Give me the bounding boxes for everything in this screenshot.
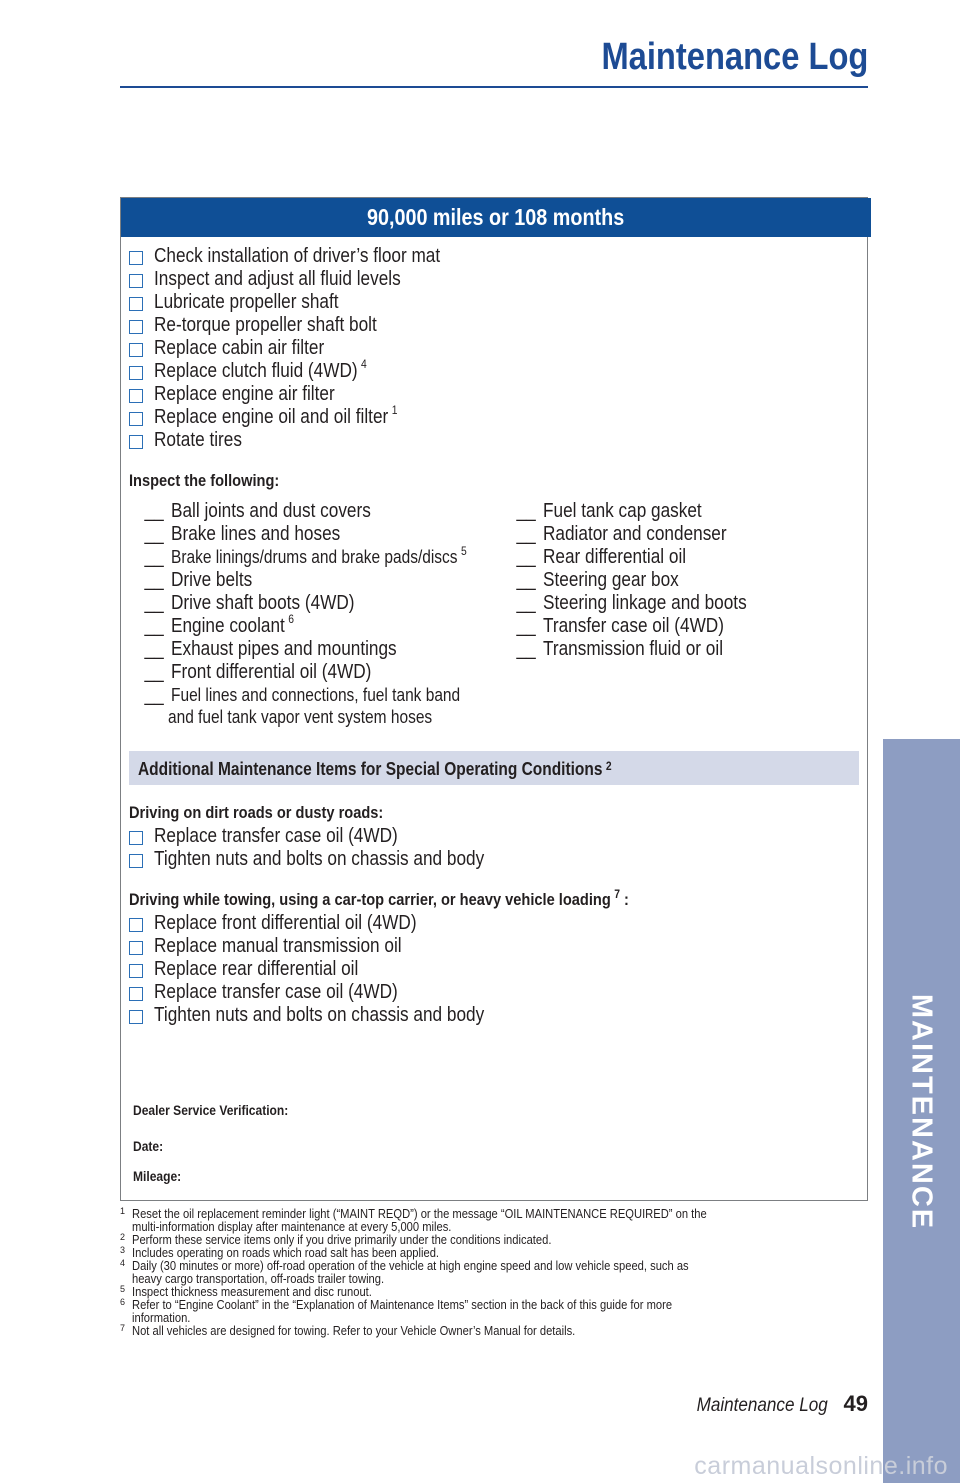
inspect-item: __ Transmission fluid or oil <box>516 638 724 660</box>
service-item[interactable]: Tighten nuts and bolts on chassis and body <box>129 1004 538 1027</box>
inspect-item: __ Drive belts <box>144 569 253 591</box>
page-title: Maintenance Log <box>601 36 868 78</box>
footnote: 7 Not all vehicles are designed for towing. Refer to your Vehicle Owner’s Manual for details. <box>120 1323 576 1338</box>
inspect-item: __ Brake linings/drums and brake pads/discs $^5$ <box>144 544 467 568</box>
special-conditions-band: Additional Maintenance Items for Special Operating Conditions $^2$ <box>129 751 859 785</box>
inspect-item: __ Exhaust pipes and mountings <box>144 638 397 660</box>
towing-checklist <box>129 912 538 1027</box>
inspect-item: __ Steering gear box <box>516 569 680 591</box>
checkbox-icon[interactable] <box>129 412 143 426</box>
service-item[interactable]: Inspect and adjust all fluid levels <box>129 268 487 291</box>
checkbox-icon[interactable] <box>129 964 143 978</box>
inspect-item: __ Steering linkage and boots <box>516 592 747 614</box>
footnote: multi-information display after maintenance at every 5,000 miles. <box>132 1219 452 1234</box>
footnote: 4 Daily (30 minutes or more) off-road operation of the vehicle at high engine speed and low vehicle speed, such as <box>120 1258 689 1273</box>
inspect-list-left <box>143 500 515 707</box>
inspect-item: __ Drive shaft boots (4WD) <box>144 592 355 614</box>
watermark: carmanualsonline.info <box>694 1452 948 1480</box>
footnote: 1 Reset the oil replacement reminder light (“MAINT REQD”) or the message “OIL MAINTENANCE REQUIRED” on the <box>120 1206 707 1221</box>
dirt-roads-checklist <box>129 825 538 871</box>
page-footer <box>682 1391 868 1417</box>
footnote-ref: 2 <box>605 759 612 773</box>
service-checklist <box>129 245 487 452</box>
inspect-item: __ Ball joints and dust covers <box>144 500 372 522</box>
service-item[interactable]: Replace cabin air filter <box>129 337 487 360</box>
interval-header-text: 90,000 miles or 108 months <box>367 204 625 230</box>
inspect-item: __ Fuel tank cap gasket <box>516 500 702 522</box>
inspect-item: __ Brake lines and hoses <box>144 523 341 545</box>
title-divider <box>120 86 868 88</box>
checkbox-icon[interactable] <box>129 366 143 380</box>
date-label: Date: <box>133 1138 164 1154</box>
checkbox-icon[interactable] <box>129 987 143 1001</box>
checkbox-icon[interactable] <box>129 297 143 311</box>
page-number: 49 <box>843 1391 868 1416</box>
inspect-item: __ Engine coolant $^6$ <box>144 612 295 637</box>
checkbox-icon[interactable] <box>129 320 143 334</box>
interval-header <box>121 198 871 237</box>
service-item[interactable]: Replace front differential oil (4WD) <box>129 912 538 935</box>
footnote: 5 Inspect thickness measurement and disc runout. <box>120 1284 372 1299</box>
checkbox-icon[interactable] <box>129 1010 143 1024</box>
footnote-ref: 1 <box>391 403 398 417</box>
checkbox-icon[interactable] <box>129 831 143 845</box>
checkbox-icon[interactable] <box>129 274 143 288</box>
checkbox-icon[interactable] <box>129 854 143 868</box>
service-item[interactable]: Re-torque propeller shaft bolt <box>129 314 487 337</box>
service-item[interactable]: Tighten nuts and bolts on chassis and body <box>129 848 538 871</box>
inspect-item-continuation: and fuel tank vapor vent system hoses <box>168 707 433 727</box>
checkbox-icon[interactable] <box>129 941 143 955</box>
checkbox-icon[interactable] <box>129 435 143 449</box>
inspect-item: __ Rear differential oil <box>516 546 687 568</box>
checkbox-icon[interactable] <box>129 251 143 265</box>
towing-heading: Driving while towing, using a car-top carrier, or heavy vehicle loading $^7$ : <box>129 887 629 909</box>
mileage-label: Mileage: <box>133 1168 182 1184</box>
footnote: information. <box>132 1310 191 1325</box>
checkbox-icon[interactable] <box>129 389 143 403</box>
dealer-verification-label: Dealer Service Verification: <box>133 1102 289 1118</box>
inspect-heading: Inspect the following: <box>129 471 280 490</box>
footnote: 2 Perform these service items only if you drive primarily under the conditions indicated. <box>120 1232 552 1247</box>
inspect-list-right <box>515 500 780 661</box>
service-item[interactable]: Replace transfer case oil (4WD) <box>129 825 538 848</box>
checkbox-icon[interactable] <box>129 918 143 932</box>
service-item[interactable]: Lubricate propeller shaft <box>129 291 487 314</box>
footnote: heavy cargo transportation, off-roads trailer towing. <box>132 1271 385 1286</box>
inspect-item: __ Transfer case oil (4WD) <box>516 615 725 637</box>
service-item[interactable]: Replace transfer case oil (4WD) <box>129 981 538 1004</box>
service-item[interactable]: Replace clutch fluid (4WD) $^4$ <box>129 360 487 383</box>
maintenance-log-box <box>120 197 868 1201</box>
footnotes <box>120 1207 865 1337</box>
inspect-item: __ Fuel lines and connections, fuel tank band <box>144 684 461 706</box>
footnote-ref: 5 <box>461 544 467 558</box>
footnote-ref: 7 <box>614 887 620 901</box>
service-item[interactable]: Replace rear differential oil <box>129 958 538 981</box>
service-item[interactable]: Check installation of driver’s floor mat <box>129 245 487 268</box>
section-side-tab-label: MAINTENANCE <box>905 993 938 1231</box>
service-item[interactable]: Replace engine oil and oil filter $^1$ <box>129 406 487 429</box>
footnote: 6 Refer to “Engine Coolant” in the “Explanation of Maintenance Items” section in the back of this guide for more <box>120 1297 673 1312</box>
checkbox-icon[interactable] <box>129 343 143 357</box>
footnote-ref: 4 <box>361 357 367 371</box>
footnote: 3 Includes operating on roads which road salt has been applied. <box>120 1245 440 1260</box>
service-item[interactable]: Replace engine air filter <box>129 383 487 406</box>
inspect-item: __ Radiator and condenser <box>516 523 727 545</box>
service-item[interactable]: Rotate tires <box>129 429 487 452</box>
inspect-item: __ Front differential oil (4WD) <box>144 661 372 683</box>
dirt-roads-heading: Driving on dirt roads or dusty roads: <box>129 803 384 822</box>
footnote-ref: 6 <box>288 612 295 626</box>
footer-label: Maintenance Log <box>696 1395 828 1416</box>
service-item[interactable]: Replace manual transmission oil <box>129 935 538 958</box>
